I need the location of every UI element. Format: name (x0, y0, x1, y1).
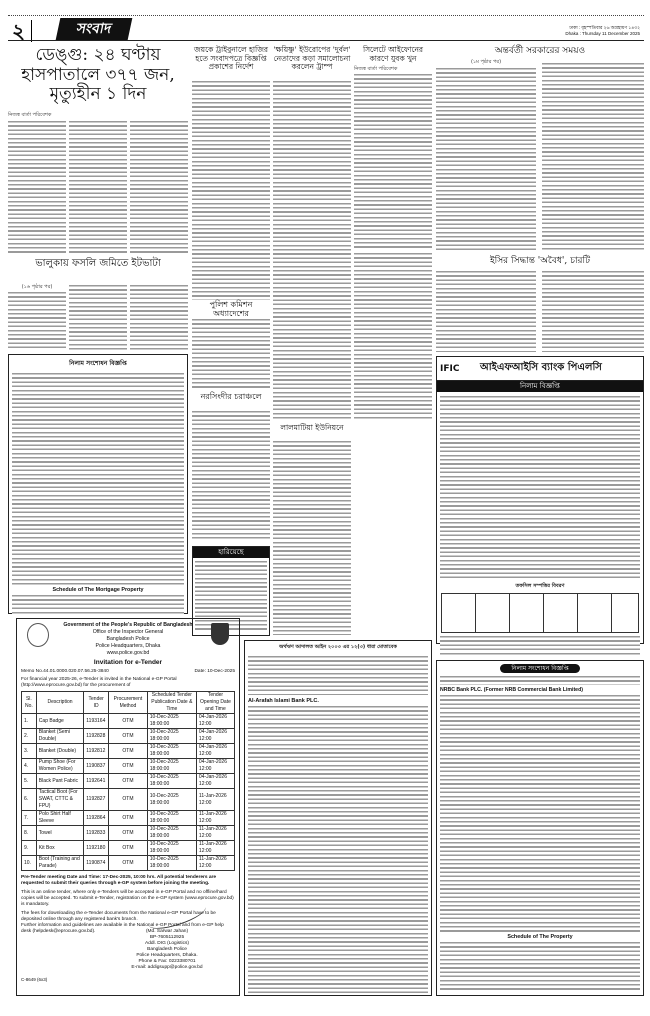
tender-cell: 1192833 (84, 826, 109, 841)
interim-continued-label: (১ম পৃষ্ঠার পর) (470, 59, 502, 65)
online-tender-note: This is an online tender, where only e-Tenders will be accepted in e-GP Portal and no offline/hard copies will be accepted. To submit e-Tender, registration on the e-GP system (www.eprocure.gov.bd) is mandatory. (21, 890, 234, 907)
hq-name: Police Headquarters, Dhaka (95, 643, 161, 649)
nrbc-schedule-title: Schedule of The Property (507, 934, 573, 940)
tender-cell: 10-Dec-2025 18:00:00 (147, 811, 196, 826)
tender-cell: 11-Jan-2026 12:00 (196, 826, 234, 841)
trump-headline[interactable]: 'ক্ষয়িষ্ণু' ইউরোপের 'দুর্বল' নেতাদের কড়া সমালোচনা করলেন ট্রাম্প (273, 45, 351, 72)
tender-cell: 5. (22, 774, 37, 789)
tender-cell: 1192827 (84, 789, 109, 811)
tender-cell: 3. (22, 744, 37, 759)
lead-byline: নিজস্ব বার্তা পরিবেশক (8, 112, 52, 118)
tender-cell: 04-Jan-2026 12:00 (196, 759, 234, 774)
nrbc-bank-name: NRBC Bank PLC. (Former NRB Commercial Bank Limited) (440, 687, 583, 693)
signatory-line: Police Headquarters, Dhaka. (136, 953, 198, 958)
tender-cell: 11-Jan-2026 12:00 (196, 841, 234, 856)
tender-cell: 10-Dec-2025 18:00:00 (147, 774, 196, 789)
left-notice-title: নিলাম সংশোধন বিজ্ঞপ্তি (69, 360, 127, 367)
org-name: Bangladesh Police (106, 636, 150, 642)
tender-row (22, 729, 235, 744)
tender-cell: OTM (109, 856, 148, 871)
guidelines-note: Further information and guidelines are available in the National e-GP Portal and from e-GP help desk (helpdesk@eprocure.gov.bd). (21, 923, 224, 934)
tender-cell: 10-Dec-2025 18:00:00 (147, 759, 196, 774)
tender-row (22, 811, 235, 826)
tender-column-header: Scheduled Tender Publication Date & Time (147, 692, 196, 714)
left-notice-footer: Schedule of The Mortgage Property (52, 587, 144, 593)
narsingdi-headline[interactable]: নরসিংদীর চরাঞ্চলে (200, 392, 262, 401)
valuka-headline[interactable]: ভালুকায় ফসলি জমিতে ইটভাটা (35, 258, 161, 269)
tender-cell: 1192864 (84, 811, 109, 826)
tender-cell: OTM (109, 826, 148, 841)
ific-bank-name: আইএফআইসি ব্যাংক পিএলসি (480, 362, 602, 373)
sylhet-byline: নিজস্ব বার্তা পরিবেশক (354, 66, 398, 72)
signatory-line: (Md. Sarwar Jahan) (145, 929, 189, 934)
tender-cell: 6. (22, 789, 37, 811)
page-number: ২ (12, 20, 32, 42)
nrbc-banner: নিলাম সংশোধন বিজ্ঞপ্তি (500, 664, 580, 673)
tender-cell: OTM (109, 744, 148, 759)
tender-row (22, 774, 235, 789)
police-badge-icon (211, 623, 229, 645)
tender-row (22, 841, 235, 856)
tender-cell: 1192180 (84, 841, 109, 856)
tender-column-header: Procurement Method (109, 692, 148, 714)
tender-cell: 10-Dec-2025 18:00:00 (147, 789, 196, 811)
tender-cell: 04-Jan-2026 12:00 (196, 729, 234, 744)
tender-cell: 10-Dec-2025 18:00:00 (147, 826, 196, 841)
lost-notice-title: হারিয়েছে (193, 547, 269, 558)
police-headline[interactable]: পুলিশ কমিশন অধ্যাদেশের (209, 300, 253, 319)
lalmatia-headline[interactable]: লালমাটিয়া ইউনিয়নে (280, 423, 344, 432)
ific-table-title: তফসিল সম্পত্তির বিবরণ (515, 583, 565, 589)
masthead-logo: সংবাদ (56, 18, 133, 40)
signatory-line: BP-7605112925 (149, 935, 185, 940)
website-link[interactable]: www.police.gov.bd (106, 650, 150, 656)
ific-banner: নিলাম বিজ্ঞপ্তি (437, 381, 643, 392)
tender-cell: 10-Dec-2025 18:00:00 (147, 729, 196, 744)
signatory-line: E-mail: addigsupp@police.gov.bd (131, 965, 203, 970)
government-name: Government of the People's Republic of Bangladesh (63, 622, 193, 628)
tender-cell: Pump Shoe (For Women Police) (36, 759, 83, 774)
tender-cell: 4. (22, 759, 37, 774)
tender-cell: 04-Jan-2026 12:00 (196, 744, 234, 759)
tender-cell: 04-Jan-2026 12:00 (196, 714, 234, 729)
tender-cell: 1192828 (84, 729, 109, 744)
ific-logo: IFIC (440, 363, 460, 374)
date-english: Dhaka : Thursday 11 December 2025 (565, 31, 640, 36)
continued-label: (১৬ পৃষ্ঠার পর) (21, 284, 53, 290)
tender-cell: Blanket (Double) (36, 744, 83, 759)
tender-cell: 1. (22, 714, 37, 729)
tender-cell: OTM (109, 729, 148, 744)
tender-table (21, 691, 235, 871)
tender-cell: Polo Shirt Half Sleeve (36, 811, 83, 826)
ec-headline[interactable]: ইসির সিদ্ধান্ত 'অবৈধ', চারটি (489, 256, 590, 266)
tender-column-header: Tender ID (84, 692, 109, 714)
tender-cell: Boot (Training and Parade) (36, 856, 83, 871)
tender-cell: OTM (109, 841, 148, 856)
memo-number: Memo No.44.01.0000.020.07.56.25-3840 (21, 669, 109, 674)
tender-cell: 10-Dec-2025 18:00:00 (147, 744, 196, 759)
pre-tender-meeting: Pre-Tender meeting Date and Time: 17-Dec-2025, 10:00 hrs. All potential tenderers are requested to submit their queries through e-GP system before joining the meeting. (21, 875, 217, 886)
date-bengali: ঢাকা : বৃহস্পতিবার ২৬ অগ্রহায়ণ ১৪৩২ (569, 25, 640, 30)
tender-cell: 1192641 (84, 774, 109, 789)
tender-cell: Cap Badge (36, 714, 83, 729)
lead-headline[interactable]: ডেঙ্গু: ২৪ ঘণ্টায় হাসপাতালে ৩৭৭ জন, মৃত্যুহীন ১ দিন (21, 45, 175, 105)
tender-column-header: Tender Opening Date and Time (196, 692, 234, 714)
signatory-line: Phone & Fax: 0223380?01 (138, 959, 196, 964)
tender-cell: 11-Jan-2026 12:00 (196, 856, 234, 871)
tender-cell: 7. (22, 811, 37, 826)
tender-cell: 11-Jan-2026 12:00 (196, 789, 234, 811)
tender-cell: OTM (109, 811, 148, 826)
tender-row (22, 744, 235, 759)
tender-cell: Kit Box (36, 841, 83, 856)
police-tender-notice (16, 618, 240, 996)
tender-cell: 10. (22, 856, 37, 871)
tender-cell: 10-Dec-2025 18:00:00 (147, 714, 196, 729)
tender-cell: 1192812 (84, 744, 109, 759)
interim-headline[interactable]: অন্তর্বর্তী সরকারের সময়ও (494, 46, 586, 56)
mid-notice-party: Al-Arafah Islami Bank PLC. (248, 698, 319, 704)
sylhet-headline[interactable]: সিলেটে আইফোনের কারণে যুবক খুন (362, 45, 424, 63)
tender-cell: 1190874 (84, 856, 109, 871)
tender-cell: 1190837 (84, 759, 109, 774)
tender-cell: 1193164 (84, 714, 109, 729)
tender-cell: 8. (22, 826, 37, 841)
tender-cell: Tactical Boot (For SWAT, CTTC & FPU) (36, 789, 83, 811)
office-name: Office of the Inspector General (92, 629, 164, 635)
government-seal-icon (27, 623, 49, 647)
joy-headline[interactable]: জয়কে ট্রাইবুনালে হাজির হতে সংবাদপত্রে বিজ্ঞপ্তি প্রকাশের নির্দেশ (193, 45, 269, 72)
tender-row (22, 856, 235, 871)
tender-cell: 9. (22, 841, 37, 856)
tender-cell: Towel (36, 826, 83, 841)
tender-title: Invitation for e-Tender (93, 659, 163, 666)
signatory-line: Bangladesh Police (147, 947, 187, 952)
tender-cell: 10-Dec-2025 18:00:00 (147, 841, 196, 856)
tender-cell: OTM (109, 759, 148, 774)
tender-cell: Blanket (Semi Double) (36, 729, 83, 744)
tender-column-header: Description (36, 692, 83, 714)
tender-column-header: Sl. No. (22, 692, 37, 714)
mid-notice-title: অর্থঋণ আদালত আইন ২০০৩ এর ১২(৩) ধারা মোতাবেক (279, 644, 397, 650)
tender-row (22, 714, 235, 729)
memo-date: Date: 10-Dec-2025 (194, 669, 235, 674)
tender-cell: 2. (22, 729, 37, 744)
tender-cell: OTM (109, 774, 148, 789)
tender-cell: 11-Jan-2026 12:00 (196, 811, 234, 826)
fee-note: The fees for downloading the e-Tender documents from the National e-GP Portal have to be deposited online through any registered bank's branch. (21, 911, 216, 922)
tender-cell: Black Pant Fabric (36, 774, 83, 789)
tender-cell: OTM (109, 714, 148, 729)
tender-cell: OTM (109, 789, 148, 811)
tender-cell: 04-Jan-2026 12:00 (196, 774, 234, 789)
tender-cell: 10-Dec-2025 18:00:00 (147, 856, 196, 871)
tender-row (22, 826, 235, 841)
tender-row (22, 789, 235, 811)
ad-code: C-8649 (6x3) (21, 977, 48, 982)
tender-row (22, 759, 235, 774)
tender-intro: For financial year 2025-26, e-Tender is invited in the National e-GP Portal (http://www.eprocure.gov.bd) for the procurement of (21, 677, 177, 688)
signatory-line: Addl. DIG (Logistics) (145, 941, 189, 946)
